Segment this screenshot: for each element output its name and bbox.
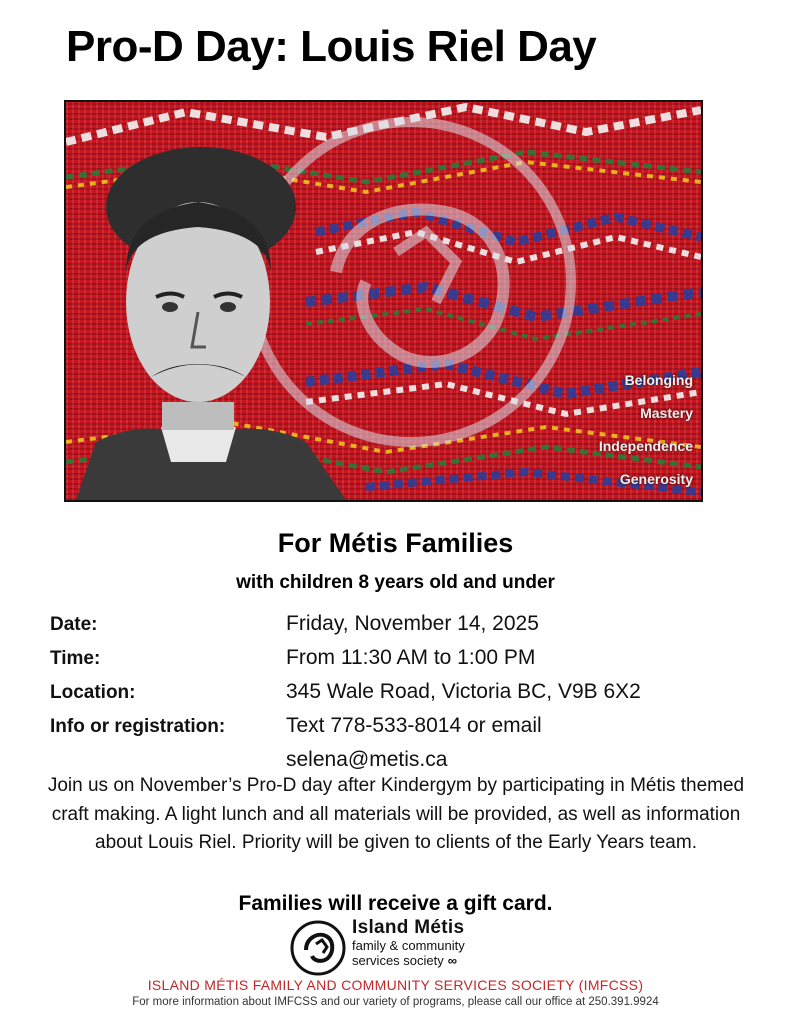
audience-subheading: with children 8 years old and under bbox=[236, 572, 555, 593]
date-value: Friday, November 14, 2025 bbox=[286, 612, 539, 635]
event-description: Join us on November’s Pro-D day after Kindergym by participating in Métis themed craft making. A light lunch and all materials will be provided, as well as information about Louis Riel. Priority will be given to clients of the Early Years team. bbox=[47, 775, 745, 853]
hero-image bbox=[64, 100, 703, 502]
page-title: Pro-D Day: Louis Riel Day bbox=[66, 22, 597, 71]
watermark-logo-icon bbox=[251, 122, 571, 442]
location-value: 345 Wale Road, Victoria BC, V9B 6X2 bbox=[286, 680, 641, 703]
time-label: Time: bbox=[50, 648, 101, 669]
time-value: From 11:30 AM to 1:00 PM bbox=[286, 646, 536, 669]
imfcss-logo bbox=[290, 918, 500, 976]
event-details bbox=[50, 610, 750, 771]
logo-line3 bbox=[352, 954, 465, 967]
organization-name: ISLAND MÉTIS FAMILY AND COMMUNITY SERVICES SOCIETY (IMFCSS) bbox=[147, 977, 644, 993]
gift-card-note: Families will receive a gift card. bbox=[238, 892, 553, 915]
info-value-line1: Text 778-533-8014 or email bbox=[286, 714, 542, 737]
logo-line2: family & community bbox=[352, 938, 465, 953]
date-label: Date: bbox=[50, 614, 98, 635]
audience-heading: For Métis Families bbox=[277, 528, 514, 558]
date-row bbox=[50, 610, 750, 644]
value-mastery: Mastery bbox=[640, 405, 693, 421]
time-row bbox=[50, 644, 750, 678]
footer-contact: For more information about IMFCSS and our variety of programs, please call our office at 250.391.9924 bbox=[132, 996, 659, 1008]
logo-line1: Island Métis bbox=[352, 917, 465, 938]
value-belonging: Belonging bbox=[624, 372, 693, 388]
imfcss-emblem-icon bbox=[290, 920, 346, 976]
values-list bbox=[599, 370, 693, 502]
infinity-icon: ∞ bbox=[447, 953, 458, 968]
value-independence: Independence bbox=[598, 438, 693, 454]
location-label: Location: bbox=[50, 682, 136, 703]
info-value-email[interactable]: selena@metis.ca bbox=[286, 748, 448, 771]
logo-text bbox=[352, 918, 465, 967]
info-row bbox=[50, 712, 750, 771]
location-row bbox=[50, 678, 750, 712]
portrait-illustration bbox=[76, 147, 346, 500]
logo-line3-text: services society bbox=[352, 953, 444, 968]
info-label: Info or registration: bbox=[50, 716, 226, 737]
value-generosity: Generosity bbox=[619, 471, 693, 487]
